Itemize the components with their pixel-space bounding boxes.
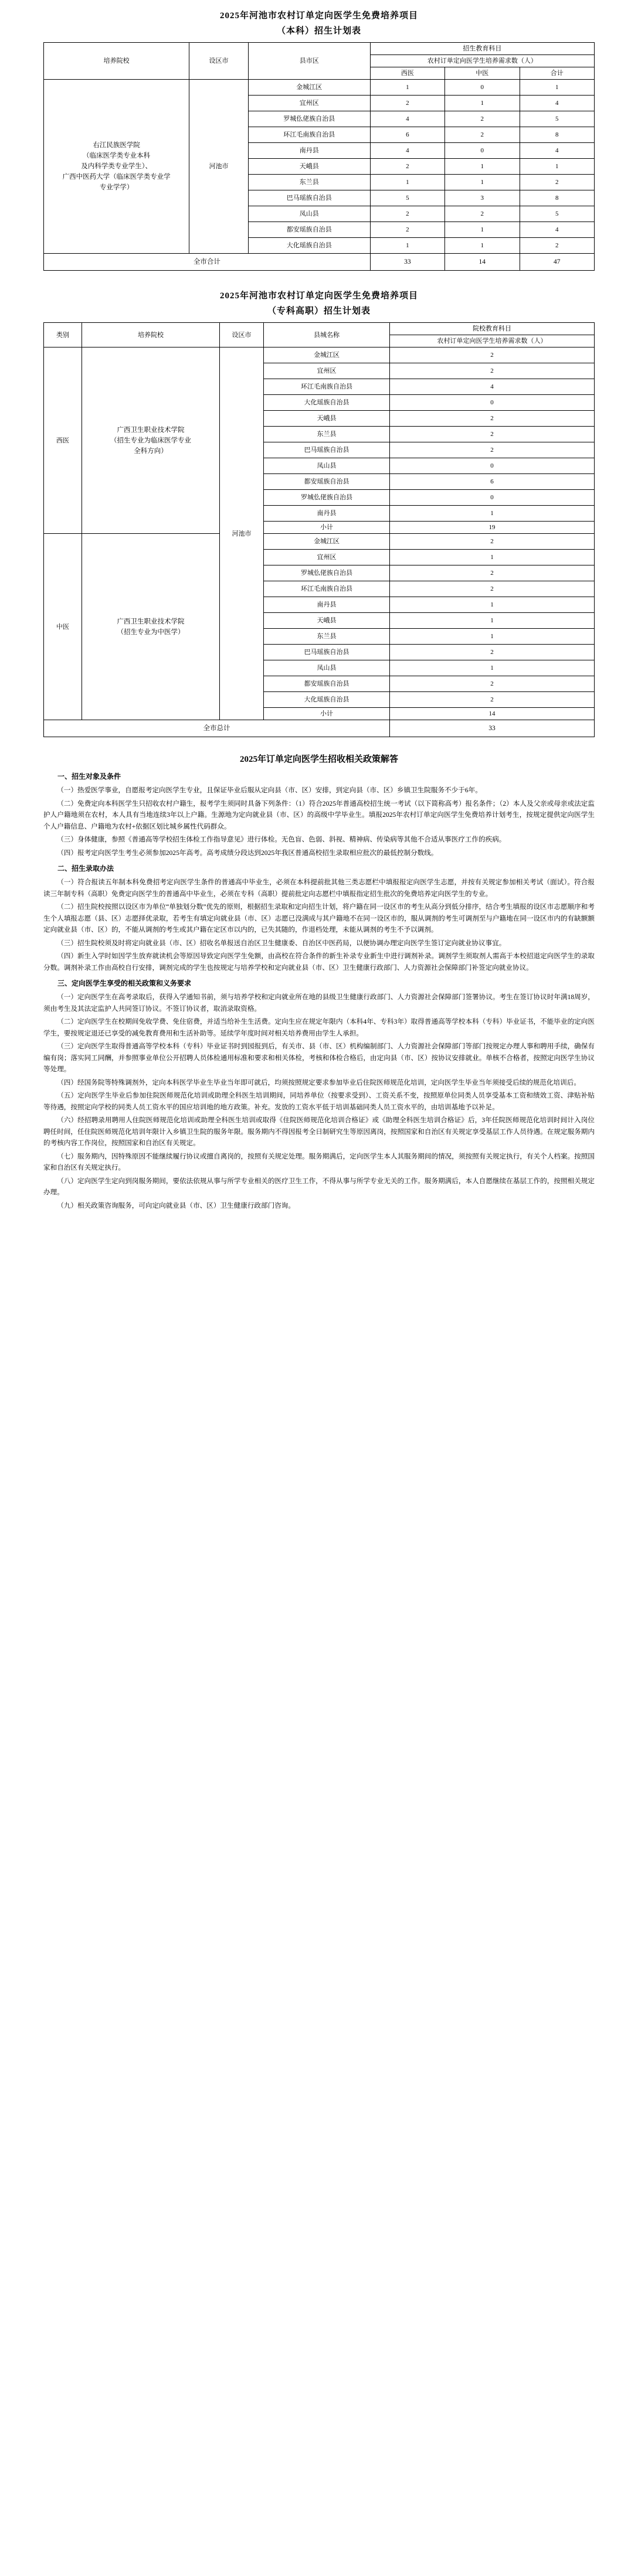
county-cell: 东兰县 — [264, 427, 390, 442]
policy-paragraph: （三）身体健康，参照《普通高等学校招生体检工作指导意见》进行体检。无色盲、色弱、斜视、精神病、传染病等其他不合适从事医疗工作的疾病。 — [57, 836, 506, 843]
policy-paragraph: （三）定向医学生取得普通高等学校本科（专科）毕业证书时到园报到后，有关市、县（市、区）机构编制部门、人力资源社会保障部门等部门按规定办理人事和聘用手续，确保有编有岗；落实同工同酬，并参照事业单位公开招聘人员体检通用标准和要求和相关体检，考核和体检合格后，由定向县（市、区）按协议安排就业。单核不合格者，按照定向医学生协议等处理。 — [43, 1042, 595, 1073]
xiyi-cell: 1 — [370, 80, 444, 96]
grand-total-label: 全市总计 — [44, 720, 390, 737]
county-cell: 金城江区 — [264, 534, 390, 550]
county-cell: 天峨县 — [264, 411, 390, 427]
policy-body — [43, 771, 595, 1211]
xiyi-cell: 1 — [370, 175, 444, 190]
policy-paragraph: （二）免费定向本科医学生只招收农村户籍生，报考学生须同时具备下列条件：（1）符合2025年普通高校招生统一考试（以下简称高考）报名条件；（2）本人及父亲或母亲或法定监护人户籍地须在农村，本人具有当地连续3年以上户籍。生源地为定向就业县（市、区）的高级中学毕业生。填报2025年农村订单定向医学生免费培养计划考生，按规定提供定向医学生个人户籍信息、户籍地为农村+依据区划比城乡属性代码群众。 — [43, 799, 595, 830]
type-cell: 西医 — [44, 347, 82, 534]
total-cell: 8 — [520, 127, 595, 143]
policy-paragraph: （四）新生入学时如因学生放弃就读机会等原因导致定向医学生免额，由高校在符合条件的新生补录专业新生中进行调剂补录。调剂学生须取剂人需高于本校招退定向医学生的录取分数。调剂补录工作由高校自行安排，调剂完成的学生也按规定与培养学校和定向就业县（市、区）卫生健康行政部门、人力资源社会保障部门补签定向就业协议。 — [43, 952, 595, 972]
county-cell: 环江毛南族自治县 — [264, 379, 390, 395]
subtotal-value: 19 — [390, 522, 595, 534]
county-cell: 大化瑶族自治县 — [264, 692, 390, 708]
num-cell: 2 — [390, 645, 595, 660]
county-cell: 罗城仫佬族自治县 — [264, 490, 390, 506]
th-sub-1: 中医 — [445, 67, 520, 80]
xiyi-cell: 2 — [370, 96, 444, 111]
total-cell: 2 — [520, 238, 595, 254]
xiyi-cell: 4 — [370, 143, 444, 159]
county-cell: 巴马瑶族自治县 — [264, 645, 390, 660]
total-cell: 4 — [520, 143, 595, 159]
county-cell: 巴马瑶族自治县 — [264, 442, 390, 458]
county-cell: 宜州区 — [264, 550, 390, 565]
total-cell: 8 — [520, 190, 595, 206]
vocational-plan-table — [43, 322, 595, 737]
th-sub-0: 西医 — [370, 67, 444, 80]
policy-paragraph: （一）热爱医学事业，自愿报考定向医学生专业，且保证毕业后服从定向县（市、区）安排，到定向县（市、区）乡镇卫生院服务不少于6年。 — [57, 786, 482, 794]
num-cell: 2 — [390, 363, 595, 379]
county-cell: 金城江区 — [264, 347, 390, 363]
num-cell: 2 — [390, 427, 595, 442]
th-group-sub: 农村订单定向医学生培养需求数（人） — [370, 55, 594, 67]
school-cell: 右江民族医学院 （临床医学类专业本科 及内科学类专业学生）、 广西中医药大学（临床医学类专业学 专业学学） — [44, 80, 189, 254]
total-cell: 5 — [520, 206, 595, 222]
county-cell: 罗城仫佬族自治县 — [264, 565, 390, 581]
num-cell: 1 — [390, 597, 595, 613]
county-cell: 南丹县 — [248, 143, 370, 159]
zhongyi-cell: 0 — [445, 143, 520, 159]
county-cell: 都安瑶族自治县 — [248, 222, 370, 238]
subtotal-label: 小计 — [264, 522, 390, 534]
th-school: 培养院校 — [82, 323, 220, 347]
zhongyi-cell: 1 — [445, 159, 520, 175]
county-cell: 东兰县 — [264, 629, 390, 645]
zhongyi-cell: 1 — [445, 96, 520, 111]
xiyi-cell: 6 — [370, 127, 444, 143]
th-type: 类别 — [44, 323, 82, 347]
policy-paragraph: （二）定向医学生在校期间免收学费、免住宿费，并适当给补生生活费。定向生应在规定年限内（本科4年、专科3年）取得普通高等学校本科（专科）毕业证书，不能毕业的定向医学生，要按规定退还已享受的减免教育费用和生活补助等。延续学年度时间对相关培养费用由学生人承担。 — [43, 1018, 595, 1037]
county-cell: 都安瑶族自治县 — [264, 676, 390, 692]
county-cell: 环江毛南族自治县 — [248, 127, 370, 143]
num-cell: 0 — [390, 458, 595, 474]
num-cell: 1 — [390, 613, 595, 629]
th-city: 设区市 — [220, 323, 264, 347]
zhongyi-cell: 1 — [445, 238, 520, 254]
xiyi-cell: 4 — [370, 111, 444, 127]
zhongyi-cell: 1 — [445, 175, 520, 190]
policy-paragraph: （三）招生院校须及时将定向就业县（市、区）招收名单报送自治区卫生健康委、自治区中医药局，以便协调办理定向医学生签订定向就业协议事宜。 — [57, 939, 506, 947]
num-cell: 2 — [390, 442, 595, 458]
num-cell: 1 — [390, 660, 595, 676]
city-cell: 河池市 — [189, 80, 249, 254]
num-cell: 2 — [390, 411, 595, 427]
num-cell: 2 — [390, 347, 595, 363]
th-sub-2: 合计 — [520, 67, 595, 80]
county-cell: 大化瑶族自治县 — [248, 238, 370, 254]
policy-paragraph: （四）经国务院等特殊调剂外，定向本科医学毕业生毕业当年即可就后，均须按照规定要求参加毕业后住院医师规范化培训，定向医学生毕业当年须接受后续的规范化培训后。 — [57, 1078, 581, 1086]
num-cell: 0 — [390, 395, 595, 411]
policy-paragraph: （四）报考定向医学生考生必须参加2025年高考。高考成绩分段达到2025年我区普通高校招生录取相应批次的最低控制分数线。 — [57, 849, 438, 857]
policy-heading: 三、定向医学生享受的相关政策和义务要求 — [57, 979, 192, 987]
county-cell: 大化瑶族自治县 — [264, 395, 390, 411]
policy-paragraph: （七）服务期内，因特殊原因不能继续履行协议或擅自离岗的，按照有关规定处理。服务期满后，定向医学生本人其服务期间的情况，须按照有关规定执行，有关个人档案。按照国家和自治区有关规定执行。 — [43, 1152, 595, 1171]
total-value-2: 47 — [520, 254, 595, 271]
table-row — [44, 347, 595, 363]
undergraduate-plan-table — [43, 42, 595, 271]
policy-paragraph: （一）定向医学生在高考录取后，获得入学通知书前，须与培养学校和定向就业所在地的县级卫生健康行政部门、人力资源社会保障部门签署协议。考生在签订协议时年满18周岁，须由考生及其法定监护人共同签订协议。不签订协议者，取消录取资格。 — [43, 993, 595, 1013]
xiyi-cell: 2 — [370, 206, 444, 222]
policy-heading: 一、招生对象及条件 — [57, 772, 121, 781]
school-cell: 广西卫生职业技术学院 （招生专业为临床医学专业 全科方向） — [82, 347, 220, 534]
zhongyi-cell: 0 — [445, 80, 520, 96]
th-group-top: 院校教育科目 — [390, 323, 595, 335]
total-cell: 2 — [520, 175, 595, 190]
xiyi-cell: 5 — [370, 190, 444, 206]
county-cell: 天峨县 — [264, 613, 390, 629]
num-cell: 2 — [390, 692, 595, 708]
county-cell: 罗城仫佬族自治县 — [248, 111, 370, 127]
county-cell: 南丹县 — [264, 597, 390, 613]
county-cell: 宜州区 — [264, 363, 390, 379]
th-school: 培养院校 — [44, 43, 189, 80]
total-label: 全市合计 — [44, 254, 371, 271]
county-cell: 巴马瑶族自治县 — [248, 190, 370, 206]
county-cell: 凤山县 — [248, 206, 370, 222]
county-cell: 金城江区 — [248, 80, 370, 96]
num-cell: 0 — [390, 490, 595, 506]
subtotal-value: 14 — [390, 708, 595, 720]
table2-title-line2: （专科高职）招生计划表 — [267, 306, 371, 316]
policy-paragraph: （八）定向医学生定向到岗服务期间，要依法依规从事与所学专业相关的医疗卫生工作，不得从事与所学专业无关的工作。服务期满后，本人自愿继续在基层工作的，按照相关规定办理。 — [43, 1177, 595, 1196]
county-cell: 凤山县 — [264, 458, 390, 474]
total-cell: 1 — [520, 159, 595, 175]
county-cell: 环江毛南族自治县 — [264, 581, 390, 597]
total-value-1: 14 — [445, 254, 520, 271]
total-cell: 4 — [520, 222, 595, 238]
num-cell: 1 — [390, 550, 595, 565]
zhongyi-cell: 2 — [445, 111, 520, 127]
grand-total-value: 33 — [390, 720, 595, 737]
city-cell: 河池市 — [220, 347, 264, 720]
zhongyi-cell: 2 — [445, 127, 520, 143]
document-page — [0, 0, 638, 1231]
spacer-1 — [0, 271, 638, 288]
th-group-sub: 农村订单定向医学生培养需求数（人） — [390, 335, 595, 347]
total-value-0: 33 — [370, 254, 444, 271]
table2-title-line1: 2025年河池市农村订单定向医学生免费培养项目 — [219, 291, 418, 301]
zhongyi-cell: 1 — [445, 222, 520, 238]
county-cell: 东兰县 — [248, 175, 370, 190]
policy-paragraph: （二）招生院校按照以设区市为单位“单独划分数”优先的原则，根据招生录取和定向招生计划，将户籍在同一设区市的考生从高分到低分排序，结合考生填报的设区市志愿顺序和考生个人填报志愿（县、区）志愿择优录取，若考生有填定向就业县（市、区）志愿已没满成与其户籍地不在同一设区市的，服从调剂的考生可调剂至与户籍地在同一设区市内的有缺额额定向就业县（市、区）的，不能从调剂的考生或其户籍在定区市以内的，已失其随的，作退档处理，未能从调剂的考生不予以调剂。 — [43, 903, 595, 933]
policy-heading: 二、招生录取办法 — [57, 864, 114, 873]
policy-paragraph: （九）相关政策咨询服务，可向定向就业县（市、区）卫生健康行政部门咨询。 — [57, 1201, 295, 1209]
num-cell: 2 — [390, 534, 595, 550]
num-cell: 4 — [390, 379, 595, 395]
policy-paragraph: （五）定向医学生毕业后参加住院医师规范化培训或助理全科医生培训期间，同培养单位（按要求受到）、工资关系不变，按照原单位同类人员享受基本工资和绩效工资、津贴补贴等待遇，按照定向学校的同类人员工资水平的国应培训地的地方政策。补充。发放的工资水平低于培训基础同类人员工资水平的，由培训基地予以补足。 — [43, 1092, 595, 1111]
table1-title-line2: （本科）招生计划表 — [276, 26, 361, 36]
type-cell: 中医 — [44, 534, 82, 720]
th-county: 县市区 — [248, 43, 370, 80]
total-cell: 5 — [520, 111, 595, 127]
subtotal-label: 小计 — [264, 708, 390, 720]
num-cell: 2 — [390, 565, 595, 581]
num-cell: 6 — [390, 474, 595, 490]
num-cell: 2 — [390, 676, 595, 692]
num-cell: 1 — [390, 506, 595, 522]
th-county: 县城名称 — [264, 323, 390, 347]
table-row — [44, 80, 595, 96]
county-cell: 南丹县 — [264, 506, 390, 522]
policy-paragraph: （六）经招聘录用聘用人住院医师规范化培训或助理全科医生培训或取得《住院医师规范化培训合格证》或《助理全科医生培训合格证》后，3年任院医师规范化培训时间计入岗位聘任时间，任住院医师规范化培训年限计入乡镇卫生院的服务年限。服务期内不得因报考全日制研究生等原因离岗，按照国家和自治区有关规定享受基层工作人员待遇。在规定服务期内的考核内容工作岗位，按照国家和自治区有关规定。 — [43, 1116, 595, 1147]
county-cell: 宜州区 — [248, 96, 370, 111]
policy-paragraph: （一）符合报读五年制本科免费招考定向医学生条件的普通高中毕业生，必须在本科提前批其他三类志愿栏中填报报定向医学生志愿，并按有关规定参加相关考试（面试）。符合报读三年制专科（高职）免费定向医学生的普通高中毕业生，必须在专科（高职）提前批定向志愿栏中填报指定招生批次的免费培养定向医学生的专业。 — [43, 878, 595, 898]
county-cell: 天峨县 — [248, 159, 370, 175]
table1-title-line1: 2025年河池市农村订单定向医学生免费培养项目 — [219, 11, 418, 21]
th-city: 设区市 — [189, 43, 249, 80]
zhongyi-cell: 2 — [445, 206, 520, 222]
xiyi-cell: 1 — [370, 238, 444, 254]
table-row — [44, 534, 595, 550]
xiyi-cell: 2 — [370, 159, 444, 175]
num-cell: 2 — [390, 581, 595, 597]
num-cell: 1 — [390, 629, 595, 645]
th-group-top: 招生教育科目 — [370, 43, 594, 55]
xiyi-cell: 2 — [370, 222, 444, 238]
zhongyi-cell: 3 — [445, 190, 520, 206]
county-cell: 凤山县 — [264, 660, 390, 676]
county-cell: 都安瑶族自治县 — [264, 474, 390, 490]
school-cell: 广西卫生职业技术学院 （招生专业为中医学） — [82, 534, 220, 720]
total-cell: 4 — [520, 96, 595, 111]
total-cell: 1 — [520, 80, 595, 96]
policy-title: 2025年订单定向医学生招收相关政策解答 — [239, 755, 398, 764]
